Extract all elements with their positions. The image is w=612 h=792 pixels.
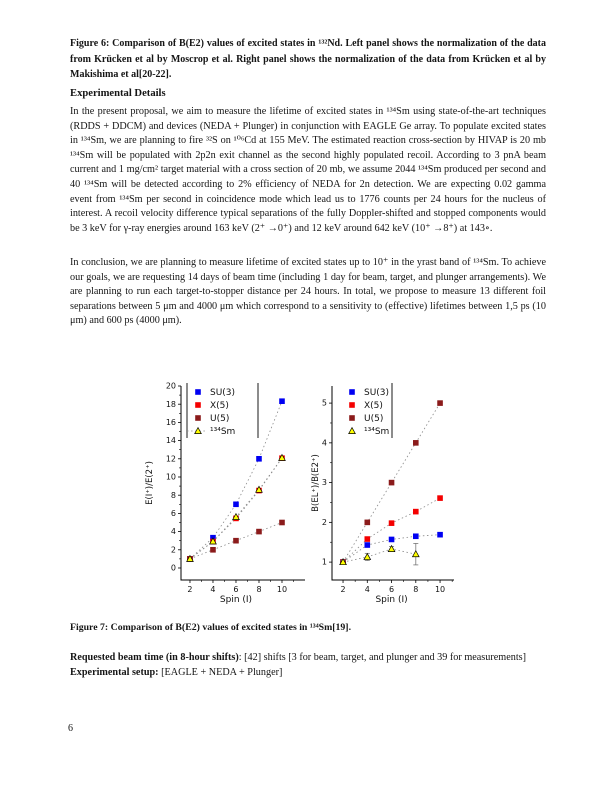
square-marker (256, 456, 262, 462)
dotted-trend-line (190, 458, 282, 559)
square-marker (389, 480, 395, 486)
square-marker (256, 529, 262, 535)
x-tick-label: 4 (210, 585, 216, 594)
legend (349, 383, 392, 438)
x-tick-label: 10 (276, 585, 288, 594)
y-tick-label: 6 (170, 508, 176, 518)
square-marker (279, 398, 285, 404)
page-number: 6 (68, 723, 73, 734)
square-marker (349, 402, 355, 408)
square-marker (437, 495, 443, 501)
square-marker (210, 547, 216, 553)
x-tick-label: 6 (388, 585, 395, 594)
right-chart (311, 383, 454, 605)
left-chart (145, 382, 305, 605)
legend-label: X(5) (364, 401, 383, 412)
square-marker (233, 501, 239, 507)
figure7-charts (140, 378, 470, 618)
square-marker (413, 533, 419, 539)
y-tick-label: 4 (170, 527, 176, 537)
beam-time-block (70, 651, 546, 680)
y-tick-label: 10 (165, 472, 176, 482)
y-tick-label: 8 (170, 490, 176, 500)
square-marker (195, 402, 201, 408)
square-marker (389, 520, 395, 526)
y-axis-label: B(EL⁺)/B(E2⁺) (311, 454, 321, 512)
x-tick-label: 2 (340, 585, 346, 594)
y-tick-label: 18 (165, 399, 176, 409)
dotted-trend-line (343, 549, 416, 562)
square-marker (437, 532, 443, 538)
y-tick-label: 3 (321, 478, 327, 488)
legend-label: ¹³⁴Sm (210, 427, 236, 438)
section-heading: Experimental Details (70, 88, 166, 99)
legend-label: ¹³⁴Sm (364, 427, 390, 438)
beam-time-label: Requested beam time (in 8-hour shifts) (70, 652, 239, 663)
square-marker (349, 415, 355, 421)
dotted-trend-line (190, 458, 282, 559)
legend-label: SU(3) (210, 388, 236, 399)
figure7-caption: Figure 7: Comparison of B(E2) values of excited states in ¹³⁴Sm[19]. (70, 622, 352, 633)
square-marker (437, 400, 443, 406)
beam-time-value: : [42] shifts [3 for beam, target, and plunger and 39 for measurements] (238, 652, 527, 663)
square-marker (364, 536, 370, 542)
setup-label: Experimental setup: (70, 666, 159, 678)
sm134-triangle-marker (349, 428, 356, 434)
square-marker (195, 389, 201, 395)
y-tick-label: 4 (321, 438, 327, 448)
paragraph-experimental-details: In the present proposal, we aim to measure the lifetime of excited states in ¹³⁴Sm using state-of-the-art techniques (RDDS + DDCM) and devices (NEDA + Plunger) in conjunction with EAGLE Ge array. To populate excited states in ¹³⁴Sm, we are planning to fire ³²S on ¹⁰⁶Cd at 155 MeV. The estimated reaction cross-section by HIVAP is 20 mb ¹³⁴Sm will be populated with 2p2n exit channel as the second highly populated recoil. According to 3 pnA beam current and 1 mg/cm² target material with a cross section of 20 mb, we assume 2044 ¹³⁴Sm produced per second and 40 ¹³⁴Sm will be detected according to 2% efficiency of NEDA for 2n detection. We are expecting 0.02 gamma event from ¹³⁴Sm per second in coincidence mode which lead us to 1776 counts per 24 hours for the nucleus of interest. A recoil velocity difference typical separations of the fully Doppler-shifted and stopped components would be 3 keV for γ-ray energies around 163 keV (2⁺ →0⁺) and 12 keV around 642 keV (10⁺ →8⁺) at 143∘. (70, 106, 546, 234)
x-tick-label: 4 (364, 585, 370, 594)
y-tick-label: 0 (170, 563, 176, 573)
square-marker (349, 389, 355, 395)
figure6-caption: Figure 6: Comparison of B(E2) values of excited states in ¹³²Nd. Left panel shows the normalization of the data from Krücken et al by Moscrop et al. Right panel shows the normalization of the data from Krücken et al by Makishima et al[20-22]. (70, 38, 546, 81)
sm134-triangle-marker (364, 554, 371, 560)
square-marker (413, 509, 419, 515)
square-marker (364, 542, 370, 548)
legend (187, 383, 258, 438)
x-tick-label: 8 (413, 585, 419, 594)
x-tick-label: 2 (187, 585, 193, 594)
y-axis-label: E(I⁺)/E(2⁺) (145, 461, 155, 505)
square-marker (389, 537, 395, 543)
legend-label: SU(3) (364, 388, 390, 399)
dotted-trend-line (343, 498, 440, 562)
y-tick-label: 5 (321, 398, 327, 408)
sm134-triangle-marker (412, 551, 419, 557)
beam-time-line (70, 651, 546, 666)
dotted-trend-line (190, 401, 282, 559)
legend-label: X(5) (210, 401, 229, 412)
x-axis-label: Spin (I) (375, 595, 408, 605)
y-tick-label: 12 (165, 454, 176, 464)
square-marker (364, 520, 370, 526)
square-marker (233, 538, 239, 544)
setup-value: [EAGLE + NEDA + Plunger] (158, 666, 283, 678)
x-tick-label: 10 (434, 585, 446, 594)
legend-label: U(5) (364, 414, 384, 425)
y-tick-label: 20 (165, 381, 176, 391)
y-tick-label: 16 (165, 417, 176, 427)
setup-line (70, 666, 546, 681)
axis-lines (181, 386, 305, 580)
x-tick-label: 8 (256, 585, 262, 594)
square-marker (413, 440, 419, 446)
x-axis-label: Spin (I) (219, 595, 253, 605)
y-tick-label: 2 (321, 517, 327, 527)
x-tick-label: 6 (233, 585, 239, 594)
square-marker (279, 520, 285, 526)
y-tick-label: 1 (321, 557, 327, 567)
square-marker (195, 415, 201, 421)
y-tick-label: 14 (165, 436, 176, 446)
legend-label: U(5) (210, 414, 230, 425)
y-tick-label: 2 (170, 545, 176, 555)
paragraph-conclusion: In conclusion, we are planning to measure lifetime of excited states up to 10⁺ in the yrast band of ¹³⁴Sm. To achieve our goals, we are requesting 14 days of beam time (including 1 day for beam, target, and plunger arrangements). We are planning to run each target-to-stopper distance per 24 hours. In total, we propose to measure 13 different foil separations between 5 μm and 4000 μm which correspond to a sensitivity to (effective) lifetimes between 1,5 ps (10 μm) and 600 ps (4000 μm). (70, 257, 546, 327)
